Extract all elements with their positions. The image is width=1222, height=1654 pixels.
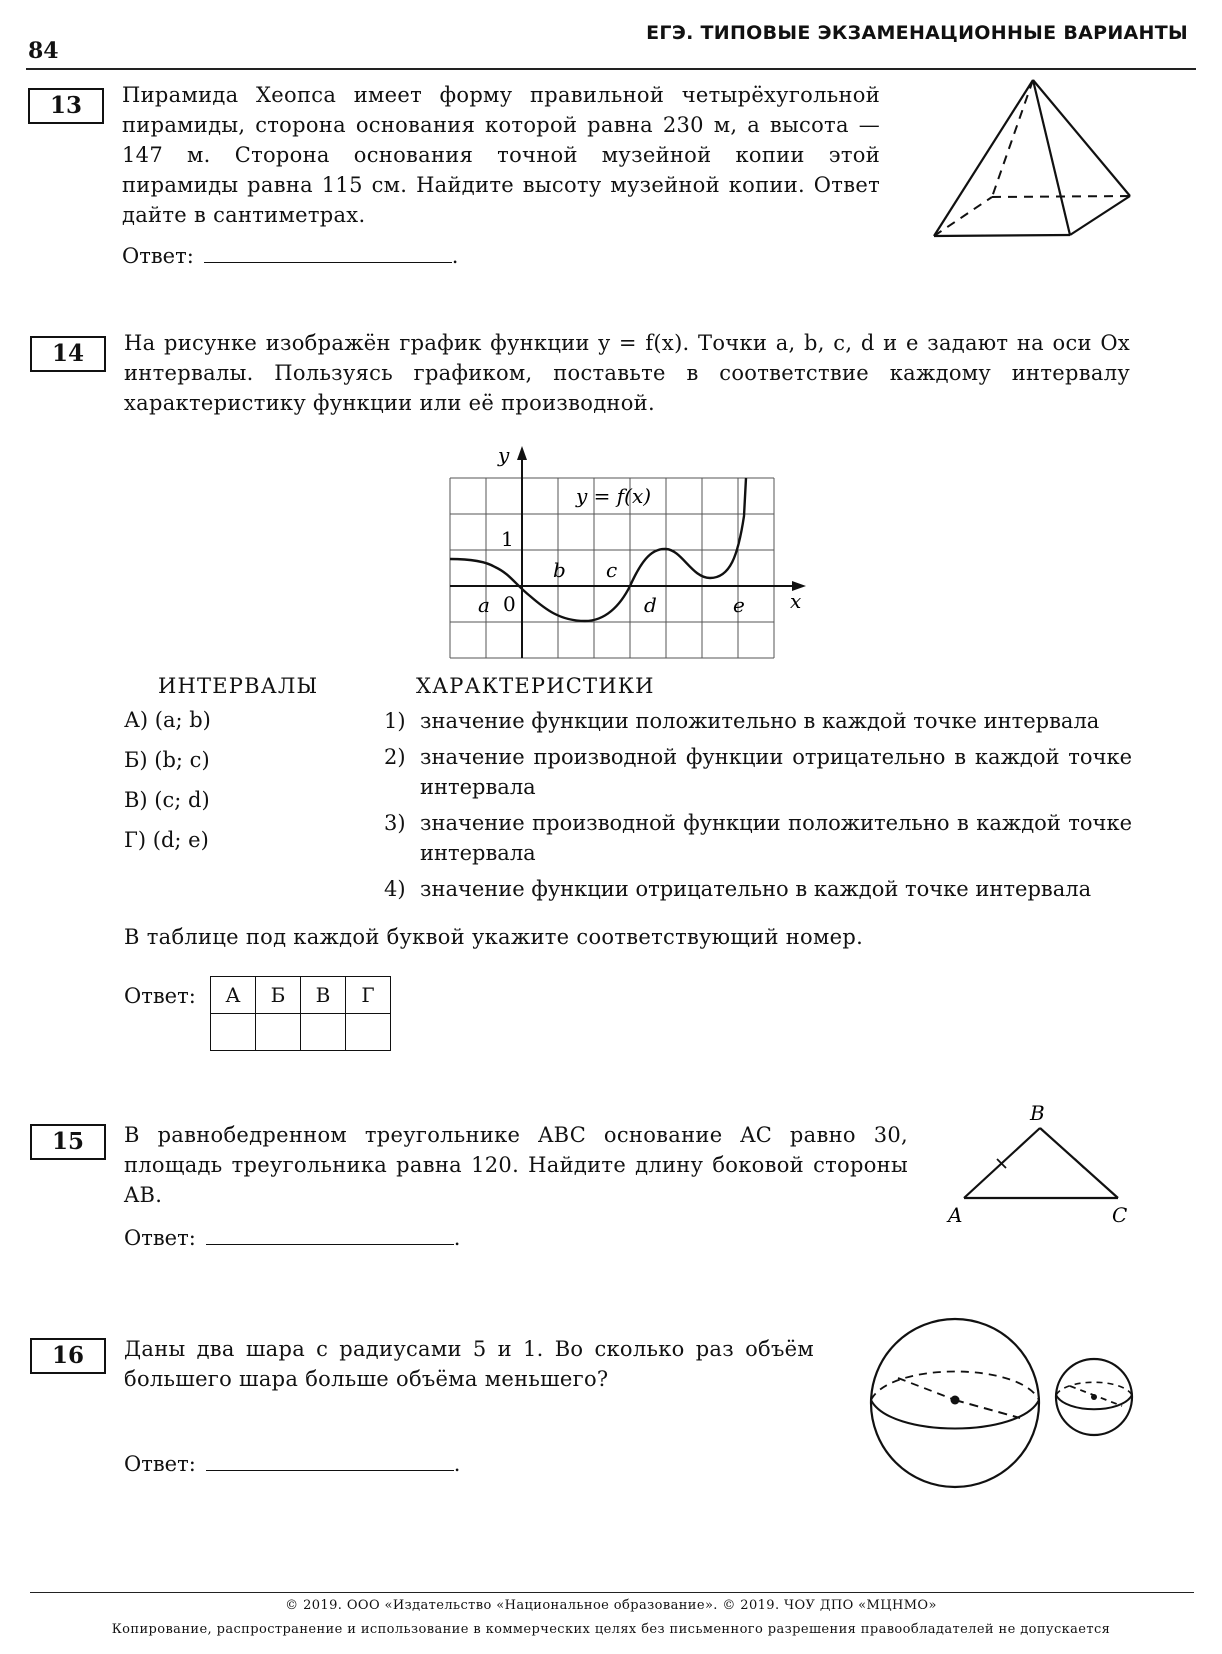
task-16-number: 16	[30, 1338, 106, 1374]
footer-copyright: © 2019. ООО «Издательство «Национальное образование». © 2019. ЧОУ ДПО «МЦНМО»	[285, 1598, 937, 1613]
interval-item: Г) (d; e)	[124, 828, 209, 852]
characteristic-text: значение функции положительно в каждой точке интервала	[420, 709, 1100, 733]
pyramid-base-edge	[1070, 196, 1130, 235]
task-14-instruction: В таблице под каждой буквой укажите соответствующий номер.	[124, 925, 864, 949]
answer-cell[interactable]	[346, 1014, 391, 1051]
interval-item: А) (a; b)	[124, 708, 211, 732]
header-title: ЕГЭ. ТИПОВЫЕ ЭКЗАМЕНАЦИОННЫЕ ВАРИАНТЫ	[646, 22, 1188, 44]
task-13-answer: Ответ: .	[122, 244, 459, 268]
task-13-text: Пирамида Хеопса имеет форму правильной четырёхугольной пирамиды, сторона основания которой равна 230 м, а высота — 147 м. Сторона основания точной музейной копии этой пирамиды равна 115 см. Найдите высоту музейной копии. Ответ дайте в сантиметрах.	[122, 83, 880, 227]
answer-table	[210, 976, 391, 1051]
intervals-heading: ИНТЕРВАЛЫ	[158, 674, 319, 698]
function-graph	[430, 436, 830, 666]
answer-table-header: Г	[346, 977, 391, 1014]
point-e-label: e	[733, 593, 745, 617]
task-14-number: 14	[30, 336, 106, 372]
page-number: 84	[28, 38, 59, 64]
vertex-c-label: C	[1112, 1203, 1128, 1227]
characteristic-number: 2)	[384, 745, 406, 769]
answer-line[interactable]	[204, 242, 452, 263]
pyramid-hidden-edge	[992, 80, 1033, 197]
answer-table-header: В	[301, 977, 346, 1014]
x-axis-label: x	[790, 589, 802, 613]
characteristic-text: значение функции отрицательно в каждой точке интервала	[420, 877, 1092, 901]
answer-table-header: А	[211, 977, 256, 1014]
intervals-list	[124, 708, 211, 868]
large-sphere-center	[951, 1396, 960, 1405]
answer-label: Ответ:	[124, 1226, 196, 1250]
characteristic-item	[384, 874, 1132, 904]
y-axis-arrow	[517, 446, 527, 460]
point-a-label: a	[478, 593, 490, 617]
answer-table-header: Б	[256, 977, 301, 1014]
task-15-answer: Ответ: .	[124, 1226, 461, 1250]
point-b-label: b	[553, 558, 566, 582]
equal-side-tick	[1075, 1159, 1084, 1168]
vertex-a-label: A	[948, 1203, 963, 1227]
function-label: y = f(x)	[576, 484, 652, 508]
y-axis-label: y	[498, 443, 510, 467]
characteristic-item	[384, 742, 1132, 802]
answer-line[interactable]	[206, 1224, 454, 1245]
answer-cell[interactable]	[301, 1014, 346, 1051]
task-15-text: В равнобедренном треугольнике ABC основание AC равно 30, площадь треугольника равна 120. Найдите длину боковой стороны AB.	[124, 1123, 908, 1207]
pyramid-edge	[934, 80, 1033, 236]
interval-item: В) (c; d)	[124, 788, 210, 812]
task-14-text: На рисунке изображён график функции y = f(x). Точки a, b, c, d и e задают на оси Ox интервалы. Пользуясь графиком, поставьте в соответствие каждому интервалу характеристику функции или её производной.	[124, 331, 1130, 415]
point-c-label: c	[606, 558, 618, 582]
answer-cell[interactable]	[211, 1014, 256, 1051]
pyramid-base-edge	[934, 235, 1070, 236]
triangle-figure	[940, 1098, 1140, 1230]
interval-item: Б) (b; c)	[124, 748, 210, 772]
origin-label: 0	[503, 592, 516, 616]
pyramid-hidden-edge	[992, 196, 1130, 197]
answer-cell[interactable]	[256, 1014, 301, 1051]
task-15-number: 15	[30, 1124, 106, 1160]
characteristics-list	[384, 706, 1132, 910]
characteristic-text: значение производной функции отрицательно в каждой точке интервала	[420, 745, 1132, 799]
characteristic-item	[384, 808, 1132, 868]
pyramid-hidden-edge	[934, 197, 992, 236]
footer-divider	[30, 1592, 1194, 1593]
characteristic-number: 1)	[384, 709, 406, 733]
answer-label: Ответ:	[122, 244, 194, 268]
task-16-answer: Ответ: .	[124, 1452, 461, 1476]
characteristics-heading: ХАРАКТЕРИСТИКИ	[416, 674, 655, 698]
characteristic-text: значение производной функции положительно в каждой точке интервала	[420, 811, 1132, 865]
characteristic-item	[384, 706, 1132, 736]
small-sphere-center	[1091, 1394, 1097, 1400]
pyramid-figure	[920, 70, 1140, 250]
unit-one-label: 1	[501, 527, 514, 551]
footer-notice: Копирование, распространение и использование в коммерческих целях без письменного разрешения правообладателей не допускается	[111, 1622, 1111, 1637]
characteristic-number: 3)	[384, 811, 406, 835]
large-sphere-radius	[955, 1400, 1020, 1418]
characteristic-number: 4)	[384, 877, 406, 901]
task-16-text: Даны два шара с радиусами 5 и 1. Во сколько раз объём большего шара больше объёма меньшего?	[124, 1337, 814, 1391]
vertex-b-label: B	[1030, 1101, 1045, 1125]
task-14-answer-label: Ответ:	[124, 984, 196, 1008]
small-sphere-equator-hidden	[1056, 1382, 1132, 1395]
task-13-number: 13	[28, 88, 104, 124]
large-sphere-radius-hidden	[898, 1378, 955, 1400]
answer-label: Ответ:	[124, 1452, 196, 1476]
answer-line[interactable]	[206, 1450, 454, 1471]
point-d-label: d	[644, 593, 657, 617]
spheres-figure	[860, 1310, 1150, 1500]
